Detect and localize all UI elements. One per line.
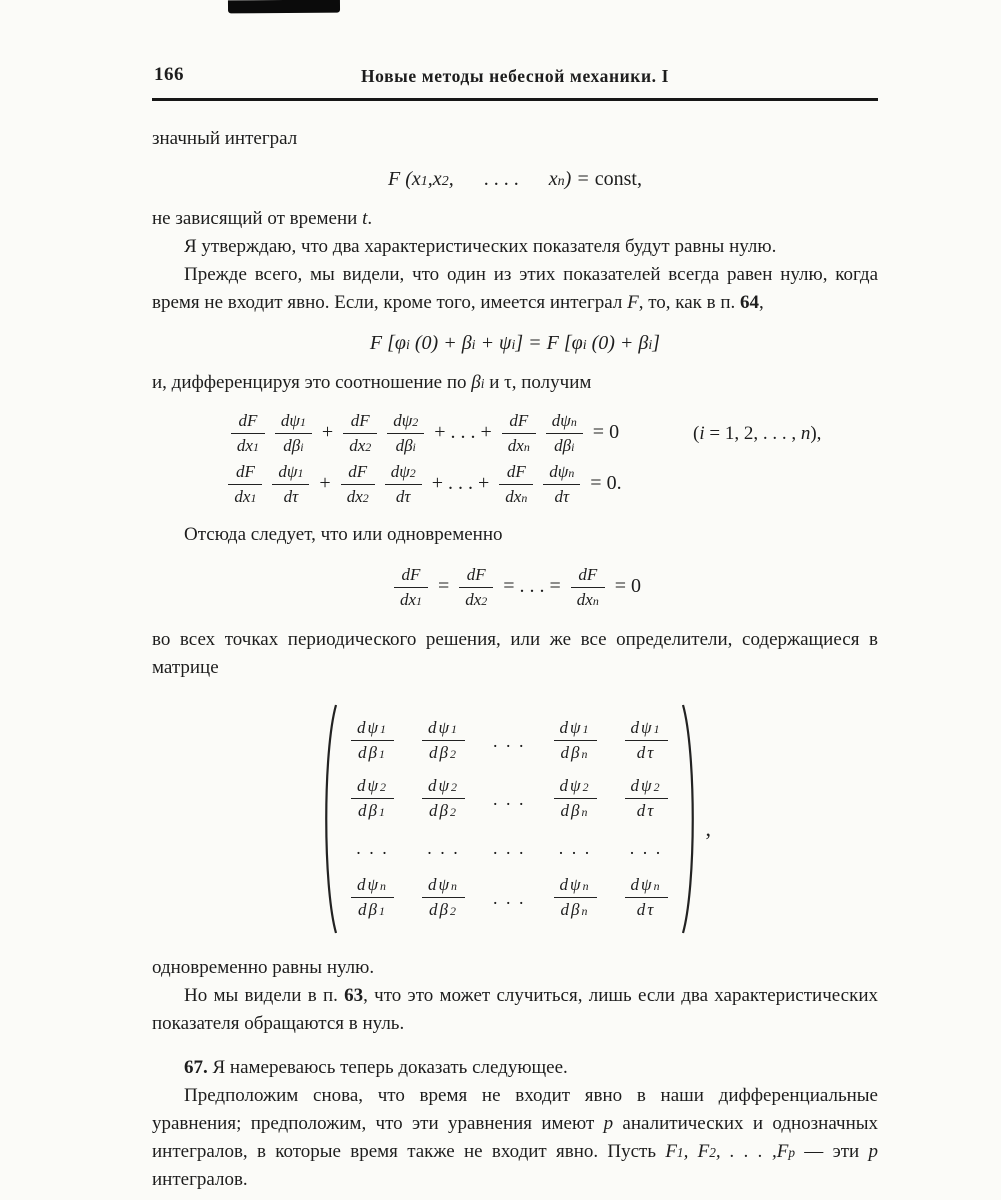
formula-beta-derivatives: $\frac{dF}{dx1}$ $\frac{d\psi 1}{\text{dβi}}$ + $\frac{dF}{dx2}$ $\frac{d\psi 2}{\text{dβi}}$ + . . . + $\frac{dF}{\text{dxn}}$ $\frac{\text{dψn}}{\text{dβi}}$ = 0 [152,411,693,456]
formula-tau-derivatives: $\frac{dF}{dx1}$ $\frac{d\psi 1}{d\tau}$ + $\frac{dF}{dx2}$ $\frac{d\psi 2}{d\tau}$ + . . . + $\frac{dF}{\text{dxn}}$ $\frac{\text{dψn}}{d\tau}$ = 0. [152,462,693,507]
formula-f-identity: F [φi (0) + βi + ψi] = F [φi (0) + βi] [369,332,661,354]
matrix-cell: $\frac{d\psi 2}{\text{dβn}}$ [554,776,597,821]
matrix-cell: . . . [629,838,663,858]
matrix-grid [339,714,680,924]
paragraph-section67: 67. Я намереваюсь теперь доказать следующее. [184,1057,568,1078]
paragraph-equal-zero: одновременно равны нулю. [152,957,375,978]
matrix-cell: . . . [356,838,389,858]
matrix-cell: . . . [493,730,526,751]
equation-block-derivatives [152,411,878,507]
matrix-cell: $\frac{\text{dψn}}{\text{dβn}}$ [554,875,597,920]
matrix-cell: $\frac{d\psi 1}{d\beta 2}$ [422,718,465,763]
paragraph-assume: Предположим снова, что время не входит явно в наши дифференциальные уравнения; предположим, что эти уравнения имеют p аналитических и однозначных интегралов, в которые время также не входит явно. Пусть F1, F2, . . . ,Fp — эти p интегралов. [152,1085,879,1190]
paragraph-continuation: значный интеграл [152,128,298,149]
matrix-right-paren [680,700,700,938]
matrix-cell: $\frac{\text{dψn}}{d\tau}$ [625,875,668,920]
matrix-cell: . . . [493,887,526,908]
running-header [152,0,878,94]
running-title: Новые методы небесной механики. I [360,66,670,86]
matrix-cell: . . . [493,788,526,809]
matrix-cell: $\frac{d\psi 1}{\text{dβn}}$ [554,718,597,763]
formula-first-integral: F (x1,x2, . . . . xn) = const, [388,168,642,190]
matrix-cell: $\frac{d\psi 1}{d\tau}$ [625,718,668,763]
paragraph-hence: Отсюда следует, что или одновременно [184,524,503,545]
paragraph-point63: Но мы видели в п. 63, что это может случиться, лишь если два характеристических показателя обращаются в нуль. [152,985,878,1034]
text-column [152,0,878,1194]
page-number: 166 [154,64,184,85]
matrix-left-paren [319,700,339,938]
paragraph-claim: Я утверждаю, что два характеристических показателя будут равны нулю. [184,236,777,257]
equation-row-tau [152,462,878,507]
paragraph-time-independent: не зависящий от времени t. [152,208,373,229]
paragraph-differentiate: и, дифференцируя это соотношение по βi и τ, получим [152,372,592,393]
matrix-cell: $\frac{d\psi 2}{d\beta 2}$ [422,776,465,821]
equation-row-beta [152,411,878,456]
page-body [152,101,878,1194]
matrix-trailing-comma: , [705,816,712,841]
matrix-cell: $\frac{d\psi 2}{d\tau}$ [625,776,668,821]
matrix-cell: . . . [427,838,460,858]
matrix-cell: . . . [558,838,592,858]
matrix-cell: $\frac{d\psi 2}{d\beta 1}$ [351,776,394,821]
paragraph-exponents: Прежде всего, мы видели, что один из этих показателей всегда равен нулю, когда время не входит явно. Если, кроме того, имеется интеграл F, то, как в п. 64, [152,264,878,313]
matrix-block [152,700,878,938]
matrix-cell: $\frac{\text{dψn}}{d\beta 2}$ [422,875,465,920]
matrix-cell: $\frac{\text{dψn}}{d\beta 1}$ [351,875,394,920]
matrix-cell: . . . [493,838,526,858]
paragraph-matrix-intro: во всех точках периодического решения, или же все определители, содержащиеся в матрице [152,629,878,678]
matrix-cell: $\frac{d\psi 1}{d\beta 1}$ [351,718,394,763]
index-condition: (i = 1, 2, . . . , n), [693,422,822,444]
formula-all-zero: $\frac{dF}{dx1}$ = $\frac{dF}{dx2}$ = . . . = $\frac{dF}{\text{dxn}}$ = 0 [152,565,878,610]
